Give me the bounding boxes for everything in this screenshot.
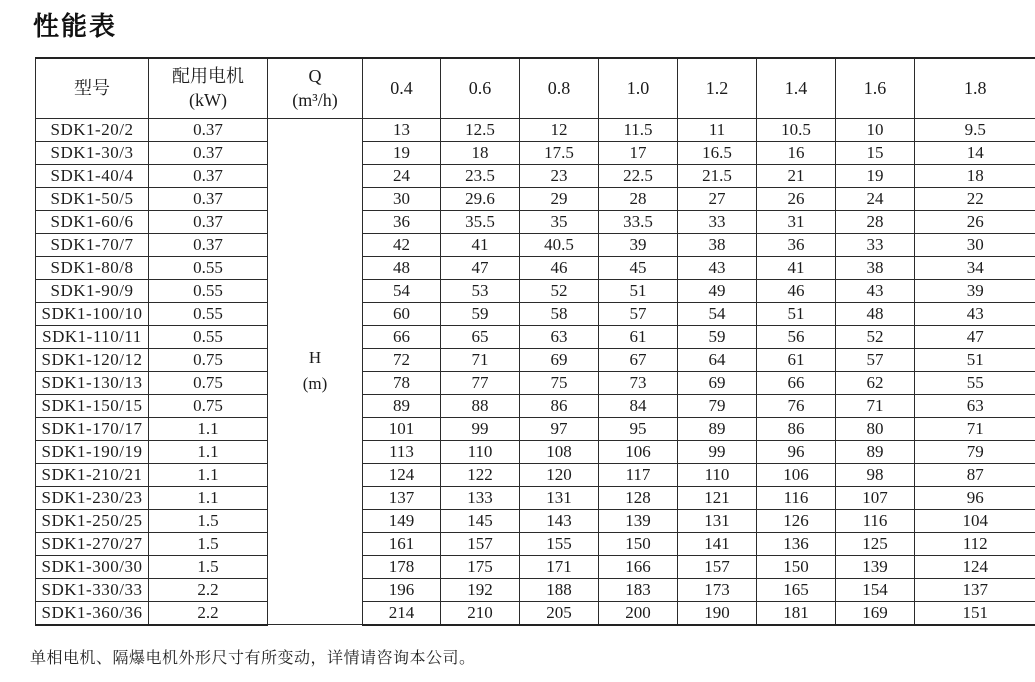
head-value-cell: 55 [915,371,1035,394]
head-value-cell: 19 [363,141,441,164]
head-value-cell: 36 [757,233,836,256]
head-value-cell: 35.5 [441,210,520,233]
header-flow-0.4: 0.4 [363,58,441,118]
model-cell: SDK1-190/19 [36,440,149,463]
head-value-cell: 22 [915,187,1035,210]
table-row [36,279,1035,302]
model-cell: SDK1-170/17 [36,417,149,440]
head-value-cell: 71 [836,394,915,417]
head-value-cell: 16 [757,141,836,164]
head-value-cell: 59 [441,302,520,325]
head-value-cell: 104 [915,509,1035,532]
head-value-cell: 21 [757,164,836,187]
page-title: 性能表 [33,12,118,42]
head-value-cell: 72 [363,348,441,371]
head-value-cell: 69 [678,371,757,394]
head-value-cell: 97 [520,417,599,440]
header-flow-line2: (m³/h) [292,90,338,111]
head-value-cell: 108 [520,440,599,463]
head-value-cell: 192 [441,578,520,601]
header-motor-power-line2: (kW) [189,90,227,111]
footnote: 单相电机、隔爆电机外形尺寸有所变动，详情请咨询本公司。 [30,648,476,667]
head-value-cell: 79 [678,394,757,417]
head-value-cell: 75 [520,371,599,394]
head-value-cell: 80 [836,417,915,440]
head-value-cell: 99 [678,440,757,463]
model-cell: SDK1-130/13 [36,371,149,394]
model-cell: SDK1-210/21 [36,463,149,486]
head-value-cell: 173 [678,578,757,601]
table-row [36,256,1035,279]
model-cell: SDK1-110/11 [36,325,149,348]
head-value-cell: 46 [757,279,836,302]
table-row [36,601,1035,625]
table-row [36,141,1035,164]
motor-power-cell: 0.55 [149,256,268,279]
head-value-cell: 214 [363,601,441,625]
head-value-cell: 205 [520,601,599,625]
head-value-cell: 86 [520,394,599,417]
head-value-cell: 51 [915,348,1035,371]
head-value-cell: 19 [836,164,915,187]
head-value-cell: 196 [363,578,441,601]
head-value-cell: 165 [757,578,836,601]
motor-power-cell: 1.5 [149,532,268,555]
head-value-cell: 10.5 [757,118,836,141]
head-value-cell: 22.5 [599,164,678,187]
head-value-cell: 12.5 [441,118,520,141]
model-cell: SDK1-150/15 [36,394,149,417]
motor-power-cell: 0.55 [149,325,268,348]
head-value-cell: 43 [678,256,757,279]
head-value-cell: 28 [836,210,915,233]
head-value-cell: 106 [757,463,836,486]
header-flow-1.0: 1.0 [599,58,678,118]
head-value-cell: 31 [757,210,836,233]
head-value-cell: 71 [441,348,520,371]
table-row [36,578,1035,601]
table-row [36,118,1035,141]
head-value-cell: 161 [363,532,441,555]
head-value-cell: 14 [915,141,1035,164]
table-row [36,325,1035,348]
header-row [36,58,1035,118]
head-value-cell: 13 [363,118,441,141]
header-flow-1.8: 1.8 [915,58,1035,118]
head-value-cell: 60 [363,302,441,325]
model-cell: SDK1-250/25 [36,509,149,532]
head-value-cell: 89 [363,394,441,417]
head-value-cell: 137 [915,578,1035,601]
head-value-cell: 169 [836,601,915,625]
head-value-cell: 116 [836,509,915,532]
head-value-cell: 183 [599,578,678,601]
head-value-cell: 110 [441,440,520,463]
table-row [36,210,1035,233]
head-value-cell: 47 [915,325,1035,348]
head-value-cell: 106 [599,440,678,463]
head-value-cell: 54 [363,279,441,302]
head-unit-line2: (m) [302,374,328,394]
head-value-cell: 35 [520,210,599,233]
head-value-cell: 41 [757,256,836,279]
head-value-cell: 66 [757,371,836,394]
head-value-cell: 52 [836,325,915,348]
head-value-cell: 40.5 [520,233,599,256]
head-value-cell: 126 [757,509,836,532]
table-row [36,555,1035,578]
head-value-cell: 51 [599,279,678,302]
head-value-cell: 61 [599,325,678,348]
head-value-cell: 113 [363,440,441,463]
head-value-cell: 38 [678,233,757,256]
head-value-cell: 89 [836,440,915,463]
head-value-cell: 57 [599,302,678,325]
table-row [36,302,1035,325]
head-value-cell: 56 [757,325,836,348]
head-value-cell: 178 [363,555,441,578]
head-value-cell: 157 [441,532,520,555]
head-unit-line1: H [308,348,322,368]
head-value-cell: 18 [441,141,520,164]
head-value-cell: 76 [757,394,836,417]
head-value-cell: 151 [915,601,1035,625]
head-value-cell: 136 [757,532,836,555]
head-value-cell: 45 [599,256,678,279]
head-value-cell: 18 [915,164,1035,187]
head-value-cell: 27 [678,187,757,210]
head-value-cell: 29 [520,187,599,210]
model-cell: SDK1-20/2 [36,118,149,141]
model-cell: SDK1-30/3 [36,141,149,164]
head-value-cell: 61 [757,348,836,371]
model-cell: SDK1-360/36 [36,601,149,625]
head-value-cell: 84 [599,394,678,417]
head-value-cell: 175 [441,555,520,578]
head-value-cell: 149 [363,509,441,532]
header-flow-0.6: 0.6 [441,58,520,118]
head-value-cell: 9.5 [915,118,1035,141]
head-value-cell: 11.5 [599,118,678,141]
header-flow [268,58,363,118]
head-value-cell: 23.5 [441,164,520,187]
head-value-cell: 36 [363,210,441,233]
head-value-cell: 133 [441,486,520,509]
head-value-cell: 125 [836,532,915,555]
head-value-cell: 29.6 [441,187,520,210]
head-value-cell: 43 [836,279,915,302]
head-value-cell: 116 [757,486,836,509]
head-value-cell: 79 [915,440,1035,463]
head-value-cell: 71 [915,417,1035,440]
head-value-cell: 58 [520,302,599,325]
head-value-cell: 15 [836,141,915,164]
head-value-cell: 139 [836,555,915,578]
performance-table-body [36,118,1035,625]
motor-power-cell: 0.75 [149,394,268,417]
table-row [36,348,1035,371]
head-value-cell: 33 [836,233,915,256]
head-value-cell: 11 [678,118,757,141]
table-row [36,233,1035,256]
head-value-cell: 95 [599,417,678,440]
head-value-cell: 39 [599,233,678,256]
model-cell: SDK1-60/6 [36,210,149,233]
motor-power-cell: 0.37 [149,141,268,164]
table-row [36,509,1035,532]
header-flow-1.4: 1.4 [757,58,836,118]
head-value-cell: 171 [520,555,599,578]
head-value-cell: 49 [678,279,757,302]
head-value-cell: 48 [836,302,915,325]
head-value-cell: 10 [836,118,915,141]
motor-power-cell: 1.1 [149,486,268,509]
head-value-cell: 143 [520,509,599,532]
model-cell: SDK1-50/5 [36,187,149,210]
head-value-cell: 124 [363,463,441,486]
head-value-cell: 48 [363,256,441,279]
head-value-cell: 89 [678,417,757,440]
head-value-cell: 181 [757,601,836,625]
head-value-cell: 26 [757,187,836,210]
model-cell: SDK1-70/7 [36,233,149,256]
head-value-cell: 210 [441,601,520,625]
head-value-cell: 59 [678,325,757,348]
motor-power-cell: 2.2 [149,578,268,601]
model-cell: SDK1-270/27 [36,532,149,555]
head-value-cell: 73 [599,371,678,394]
head-value-cell: 43 [915,302,1035,325]
head-value-cell: 69 [520,348,599,371]
head-value-cell: 200 [599,601,678,625]
head-value-cell: 42 [363,233,441,256]
head-value-cell: 157 [678,555,757,578]
head-value-cell: 86 [757,417,836,440]
head-value-cell: 155 [520,532,599,555]
head-value-cell: 141 [678,532,757,555]
head-value-cell: 77 [441,371,520,394]
motor-power-cell: 0.37 [149,187,268,210]
head-value-cell: 124 [915,555,1035,578]
head-value-cell: 122 [441,463,520,486]
head-value-cell: 121 [678,486,757,509]
model-cell: SDK1-90/9 [36,279,149,302]
head-value-cell: 107 [836,486,915,509]
motor-power-cell: 1.5 [149,509,268,532]
head-value-cell: 38 [836,256,915,279]
model-cell: SDK1-80/8 [36,256,149,279]
head-value-cell: 78 [363,371,441,394]
header-motor-power [149,58,268,118]
table-header [36,58,1035,118]
header-motor-power-line1: 配用电机 [172,66,244,87]
head-value-cell: 96 [915,486,1035,509]
head-value-cell: 88 [441,394,520,417]
table-row [36,440,1035,463]
head-value-cell: 188 [520,578,599,601]
motor-power-cell: 0.37 [149,210,268,233]
motor-power-cell: 0.75 [149,348,268,371]
head-value-cell: 145 [441,509,520,532]
table-row [36,394,1035,417]
performance-table [35,57,1035,626]
table-row [36,463,1035,486]
head-value-cell: 150 [599,532,678,555]
head-value-cell: 16.5 [678,141,757,164]
head-value-cell: 131 [520,486,599,509]
head-value-cell: 66 [363,325,441,348]
head-value-cell: 52 [520,279,599,302]
motor-power-cell: 2.2 [149,601,268,625]
table-row [36,532,1035,555]
head-value-cell: 137 [363,486,441,509]
head-value-cell: 139 [599,509,678,532]
head-value-cell: 33.5 [599,210,678,233]
head-value-cell: 98 [836,463,915,486]
header-flow-1.2: 1.2 [678,58,757,118]
head-value-cell: 47 [441,256,520,279]
head-value-cell: 63 [520,325,599,348]
head-value-cell: 24 [363,164,441,187]
head-value-cell: 96 [757,440,836,463]
head-value-cell: 17 [599,141,678,164]
table-row [36,417,1035,440]
header-flow-0.8: 0.8 [520,58,599,118]
head-value-cell: 154 [836,578,915,601]
motor-power-cell: 0.55 [149,302,268,325]
head-value-cell: 64 [678,348,757,371]
motor-power-cell: 0.37 [149,233,268,256]
head-value-cell: 51 [757,302,836,325]
head-value-cell: 117 [599,463,678,486]
table-row [36,486,1035,509]
head-value-cell: 67 [599,348,678,371]
head-value-cell: 110 [678,463,757,486]
head-value-cell: 41 [441,233,520,256]
head-value-cell: 101 [363,417,441,440]
header-flow-1.6: 1.6 [836,58,915,118]
head-value-cell: 63 [915,394,1035,417]
head-value-cell: 33 [678,210,757,233]
header-flow-line1: Q [308,66,322,87]
head-unit-cell [268,118,363,625]
header-model: 型号 [36,58,149,118]
head-value-cell: 62 [836,371,915,394]
head-value-cell: 65 [441,325,520,348]
head-value-cell: 39 [915,279,1035,302]
head-value-cell: 99 [441,417,520,440]
head-value-cell: 23 [520,164,599,187]
head-value-cell: 128 [599,486,678,509]
motor-power-cell: 0.37 [149,164,268,187]
head-value-cell: 30 [363,187,441,210]
model-cell: SDK1-100/10 [36,302,149,325]
head-value-cell: 26 [915,210,1035,233]
head-value-cell: 57 [836,348,915,371]
head-value-cell: 17.5 [520,141,599,164]
head-value-cell: 54 [678,302,757,325]
table-row [36,164,1035,187]
motor-power-cell: 0.55 [149,279,268,302]
model-cell: SDK1-40/4 [36,164,149,187]
model-cell: SDK1-120/12 [36,348,149,371]
head-value-cell: 112 [915,532,1035,555]
head-value-cell: 131 [678,509,757,532]
motor-power-cell: 1.1 [149,417,268,440]
motor-power-cell: 1.5 [149,555,268,578]
model-cell: SDK1-330/33 [36,578,149,601]
head-value-cell: 21.5 [678,164,757,187]
head-value-cell: 12 [520,118,599,141]
head-value-cell: 46 [520,256,599,279]
head-value-cell: 150 [757,555,836,578]
model-cell: SDK1-300/30 [36,555,149,578]
head-value-cell: 166 [599,555,678,578]
table-row [36,187,1035,210]
motor-power-cell: 0.75 [149,371,268,394]
motor-power-cell: 1.1 [149,440,268,463]
head-value-cell: 30 [915,233,1035,256]
model-cell: SDK1-230/23 [36,486,149,509]
head-value-cell: 190 [678,601,757,625]
head-value-cell: 120 [520,463,599,486]
head-value-cell: 87 [915,463,1035,486]
motor-power-cell: 0.37 [149,118,268,141]
motor-power-cell: 1.1 [149,463,268,486]
head-value-cell: 53 [441,279,520,302]
table-row [36,371,1035,394]
head-value-cell: 28 [599,187,678,210]
head-value-cell: 24 [836,187,915,210]
head-value-cell: 34 [915,256,1035,279]
